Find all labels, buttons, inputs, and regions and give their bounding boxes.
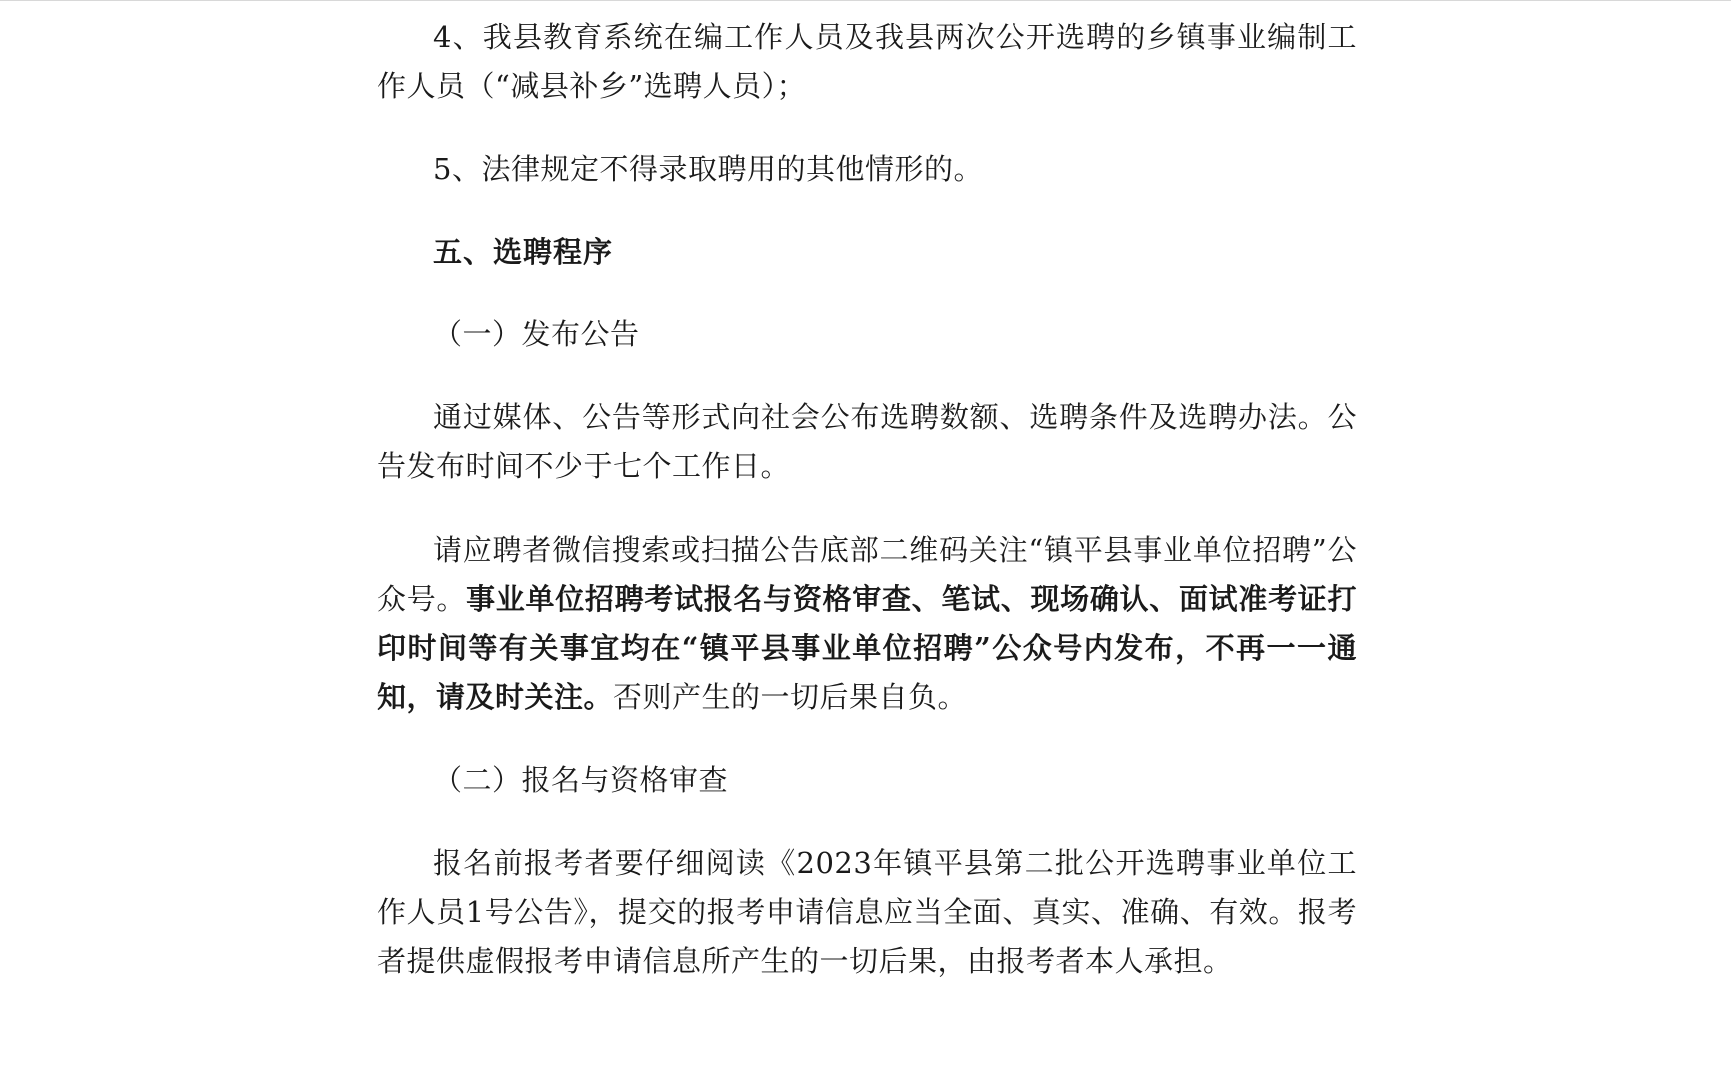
section-heading-procedure: 五、选聘程序: [433, 235, 614, 269]
paragraph-registration: 报名前报考者要仔细阅读《2023年镇平县第二批公开选聘事业单位工作人员1号公告》，提交的报考申请信息应当全面、真实、准确、有效。报考者提供虚假报考申请信息所产生的一切后果，由报考者本人承担。: [377, 846, 1357, 978]
list-item-5: 5、法律规定不得录取聘用的其他情形的。: [433, 152, 983, 186]
wechat-notice-bold: 事业单位招聘考试报名与资格审查、笔试、现场确认、面试准考证打印时间等有关事宜均在“镇平县事业单位招聘”公众号内发布，不再一一通知，请及时关注。: [377, 582, 1357, 714]
subsection-heading-registration: （二）报名与资格审查: [433, 763, 729, 797]
document-page: [377, 0, 1357, 1080]
paragraph-wechat-notice: [377, 526, 1357, 722]
wechat-notice-outro: 否则产生的一切后果自负。: [613, 680, 968, 714]
paragraph-announcement-publish: 通过媒体、公告等形式向社会公布选聘数额、选聘条件及选聘办法。公告发布时间不少于七个工作日。: [377, 400, 1357, 483]
list-item-4: 4、我县教育系统在编工作人员及我县两次公开选聘的乡镇事业编制工作人员（“减县补乡”选聘人员）；: [377, 20, 1357, 103]
subsection-heading-announcement: （一）发布公告: [433, 317, 640, 351]
wechat-notice-intro: 请应聘者微信搜索或扫描公告底部二维码关注“镇平县事业单位招聘”公众号。: [377, 533, 1357, 616]
